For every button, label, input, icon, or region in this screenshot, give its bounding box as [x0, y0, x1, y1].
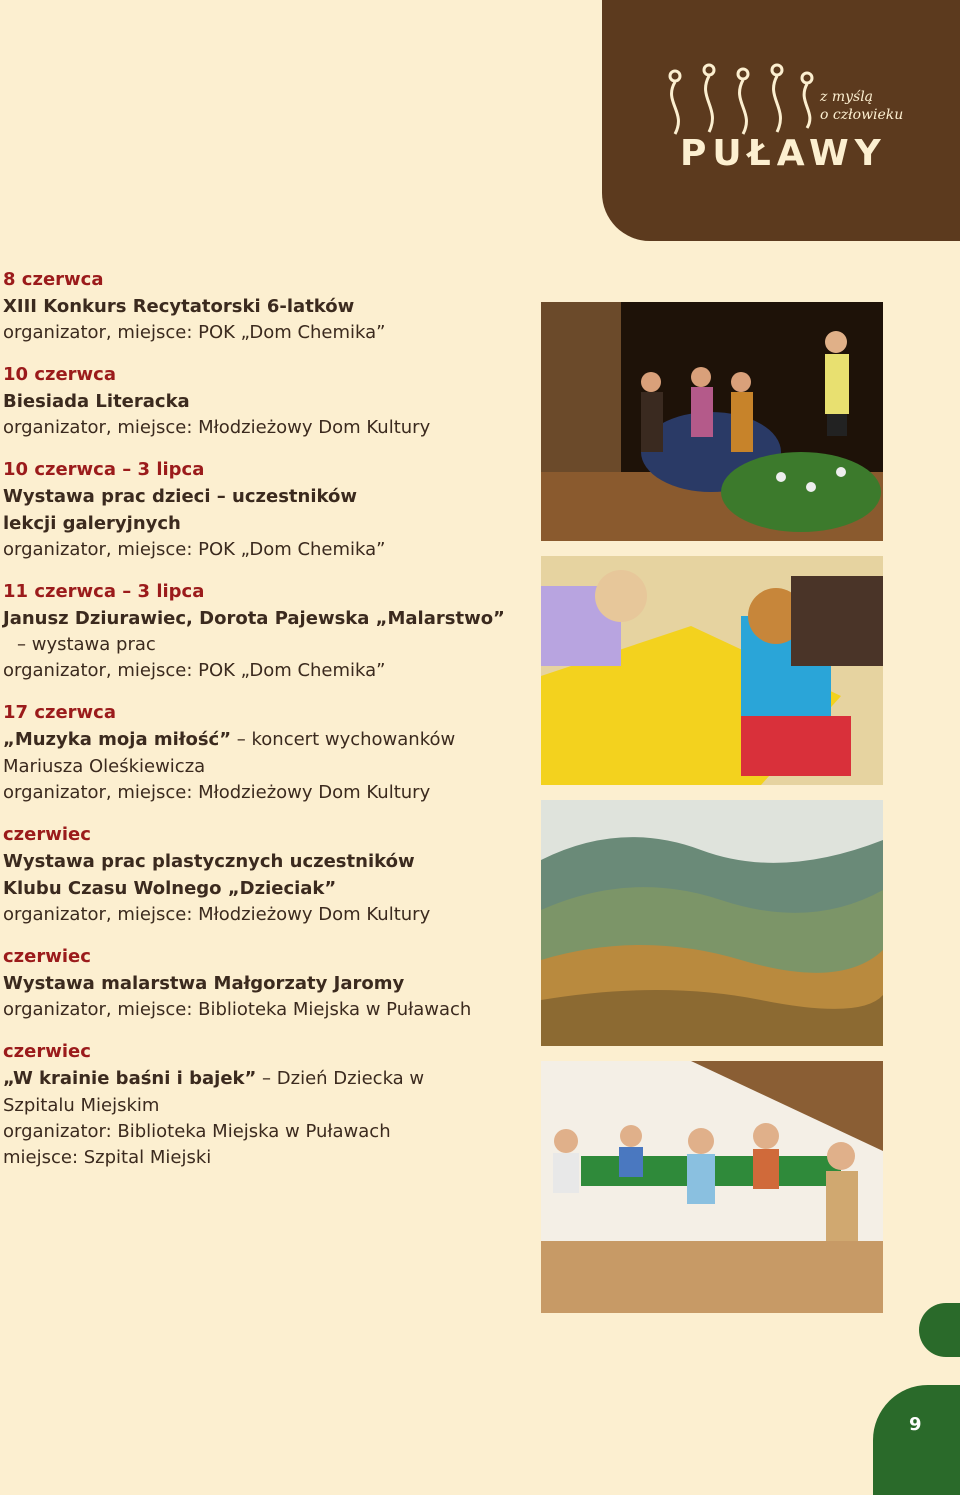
event-title: „W krainie baśni i bajek” – Dzień Dziecka w Szpitalu Miejskim [3, 1068, 425, 1116]
event-organizer: organizator: Biblioteka Miejska w Puławach [3, 1121, 391, 1142]
event-location: miejsce: Szpital Miejski [3, 1147, 212, 1168]
event-organizer: organizator, miejsce: Młodzieżowy Dom Kultury [3, 417, 431, 438]
event-organizer: organizator, miejsce: Młodzieżowy Dom Kultury [3, 904, 431, 925]
logo-slogan: z myślą o człowieku [820, 89, 904, 123]
event-date: czerwiec [3, 946, 91, 967]
event-item [3, 821, 523, 928]
event-item [3, 943, 523, 1023]
event-item [3, 1038, 523, 1171]
event-item [3, 266, 523, 346]
event-item [3, 456, 523, 563]
page-number: 9 [909, 1414, 922, 1435]
photo-children-table [541, 1061, 883, 1313]
logo-panel [602, 0, 960, 241]
event-item [3, 578, 523, 684]
photo-landscape-painting [541, 800, 883, 1046]
event-organizer: organizator, miejsce: POK „Dom Chemika” [3, 660, 386, 681]
event-date: 10 czerwca [3, 364, 116, 385]
event-title: Janusz Dziurawiec, Dorota Pajewska „Malarstwo” [3, 608, 505, 629]
event-item [3, 699, 523, 806]
event-date: 10 czerwca – 3 lipca [3, 459, 205, 480]
event-title: Wystawa prac plastycznych uczestników Klubu Czasu Wolnego „Dzieciak” [3, 851, 415, 899]
event-date: 11 czerwca – 3 lipca [3, 581, 205, 602]
event-organizer: organizator, miejsce: Młodzieżowy Dom Kultury [3, 782, 431, 803]
event-title: Wystawa prac dzieci – uczestników lekcji galeryjnych [3, 486, 358, 534]
logo-city: PUŁAWY [680, 133, 887, 174]
event-title: „Muzyka moja miłość” – koncert wychowanków Mariusza Oleśkiewicza [3, 729, 456, 777]
event-list [3, 266, 523, 1186]
event-organizer: organizator, miejsce: POK „Dom Chemika” [3, 322, 386, 343]
event-item [3, 361, 523, 441]
logo-figures-icon [657, 62, 827, 142]
event-title: Biesiada Literacka [3, 391, 190, 412]
event-title: XIII Konkurs Recytatorski 6-latków [3, 296, 355, 317]
event-subtitle: – wystawa prac [17, 634, 156, 655]
event-date: 8 czerwca [3, 269, 104, 290]
event-date: 17 czerwca [3, 702, 116, 723]
photo-concert [541, 302, 883, 541]
page-number-badge [873, 1385, 960, 1495]
decorative-green-shape [919, 1303, 960, 1357]
event-date: czerwiec [3, 1041, 91, 1062]
event-organizer: organizator, miejsce: POK „Dom Chemika” [3, 539, 386, 560]
photo-children-drawing [541, 556, 883, 785]
event-organizer: organizator, miejsce: Biblioteka Miejska w Puławach [3, 999, 472, 1020]
event-title: Wystawa malarstwa Małgorzaty Jaromy [3, 973, 405, 994]
event-date: czerwiec [3, 824, 91, 845]
